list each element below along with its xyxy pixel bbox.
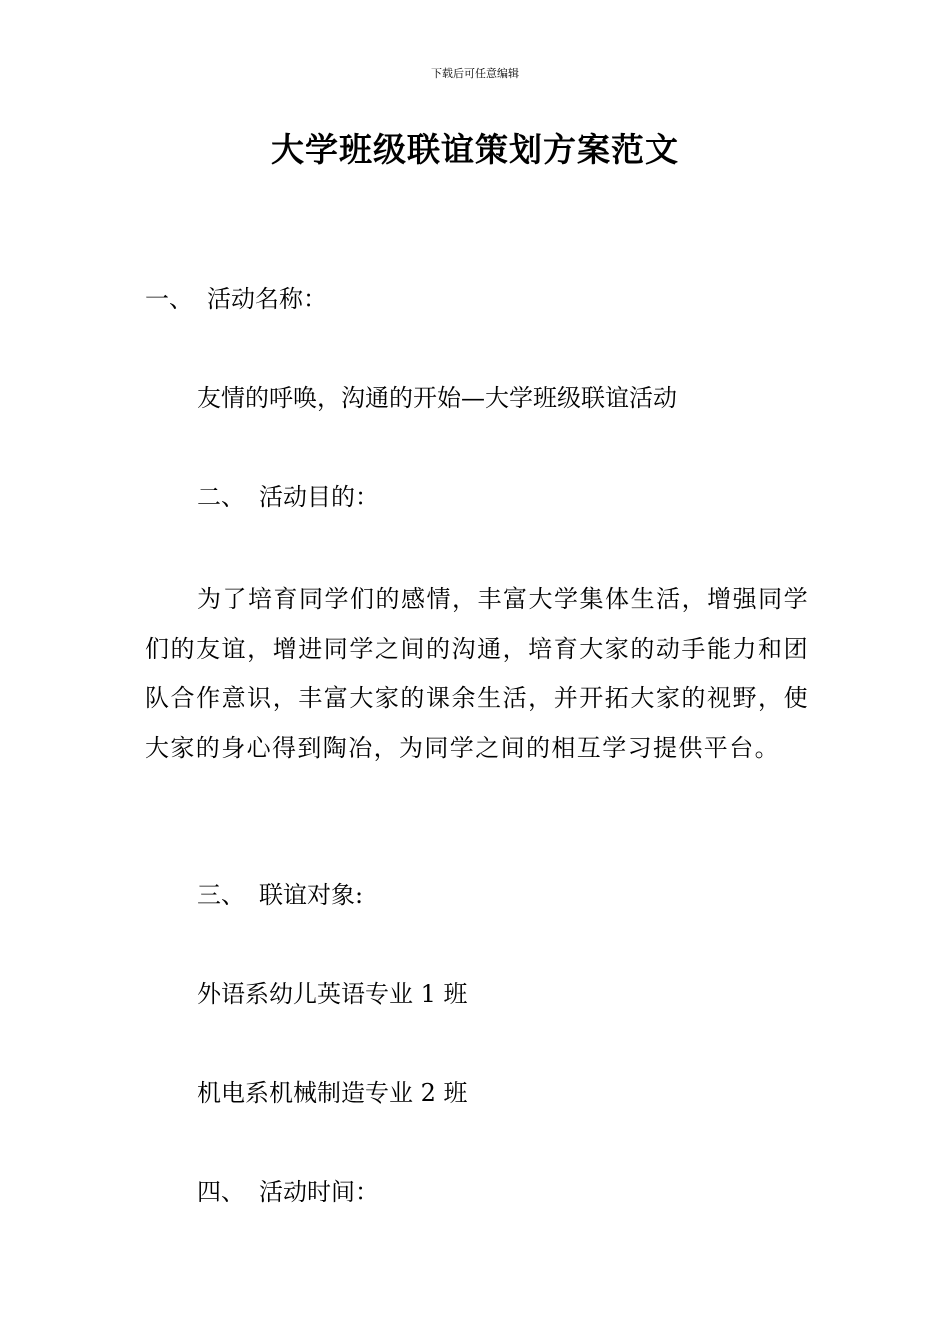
target-class-2: 机电系机械制造专业 2 班 — [197, 1079, 468, 1107]
section-number: 四、 — [197, 1178, 245, 1206]
section-number: 一、 — [145, 285, 193, 313]
section-heading-2 — [197, 481, 379, 513]
section-heading-4 — [197, 1176, 379, 1208]
section-number: 三、 — [197, 881, 245, 909]
target-class-1: 外语系幼儿英语专业 1 班 — [197, 980, 468, 1008]
purpose-paragraph: 为了培育同学们的感情，丰富大学集体生活，增强同学们的友谊，增进同学之间的沟通，培育大家的动手能力和团队合作意识，丰富大家的课余生活，并开拓大家的视野，使大家的身心得到陶冶，为同学之间的相互学习提供平台。 — [145, 585, 809, 762]
activity-name-text: 友情的呼唤，沟通的开始—大学班级联谊活动 — [197, 384, 677, 412]
section-title: 活动名称： — [207, 285, 327, 313]
section-title: 活动目的： — [259, 483, 379, 511]
document-title: 大学班级联谊策划方案范文 — [271, 130, 679, 169]
page-header-note: 下载后可任意编辑 — [431, 67, 519, 80]
section-heading-1 — [145, 283, 327, 315]
section-title: 活动时间： — [259, 1178, 379, 1206]
section-title: 联谊对象: — [259, 881, 364, 909]
section-number: 二、 — [197, 483, 245, 511]
section-heading-3 — [197, 879, 363, 911]
